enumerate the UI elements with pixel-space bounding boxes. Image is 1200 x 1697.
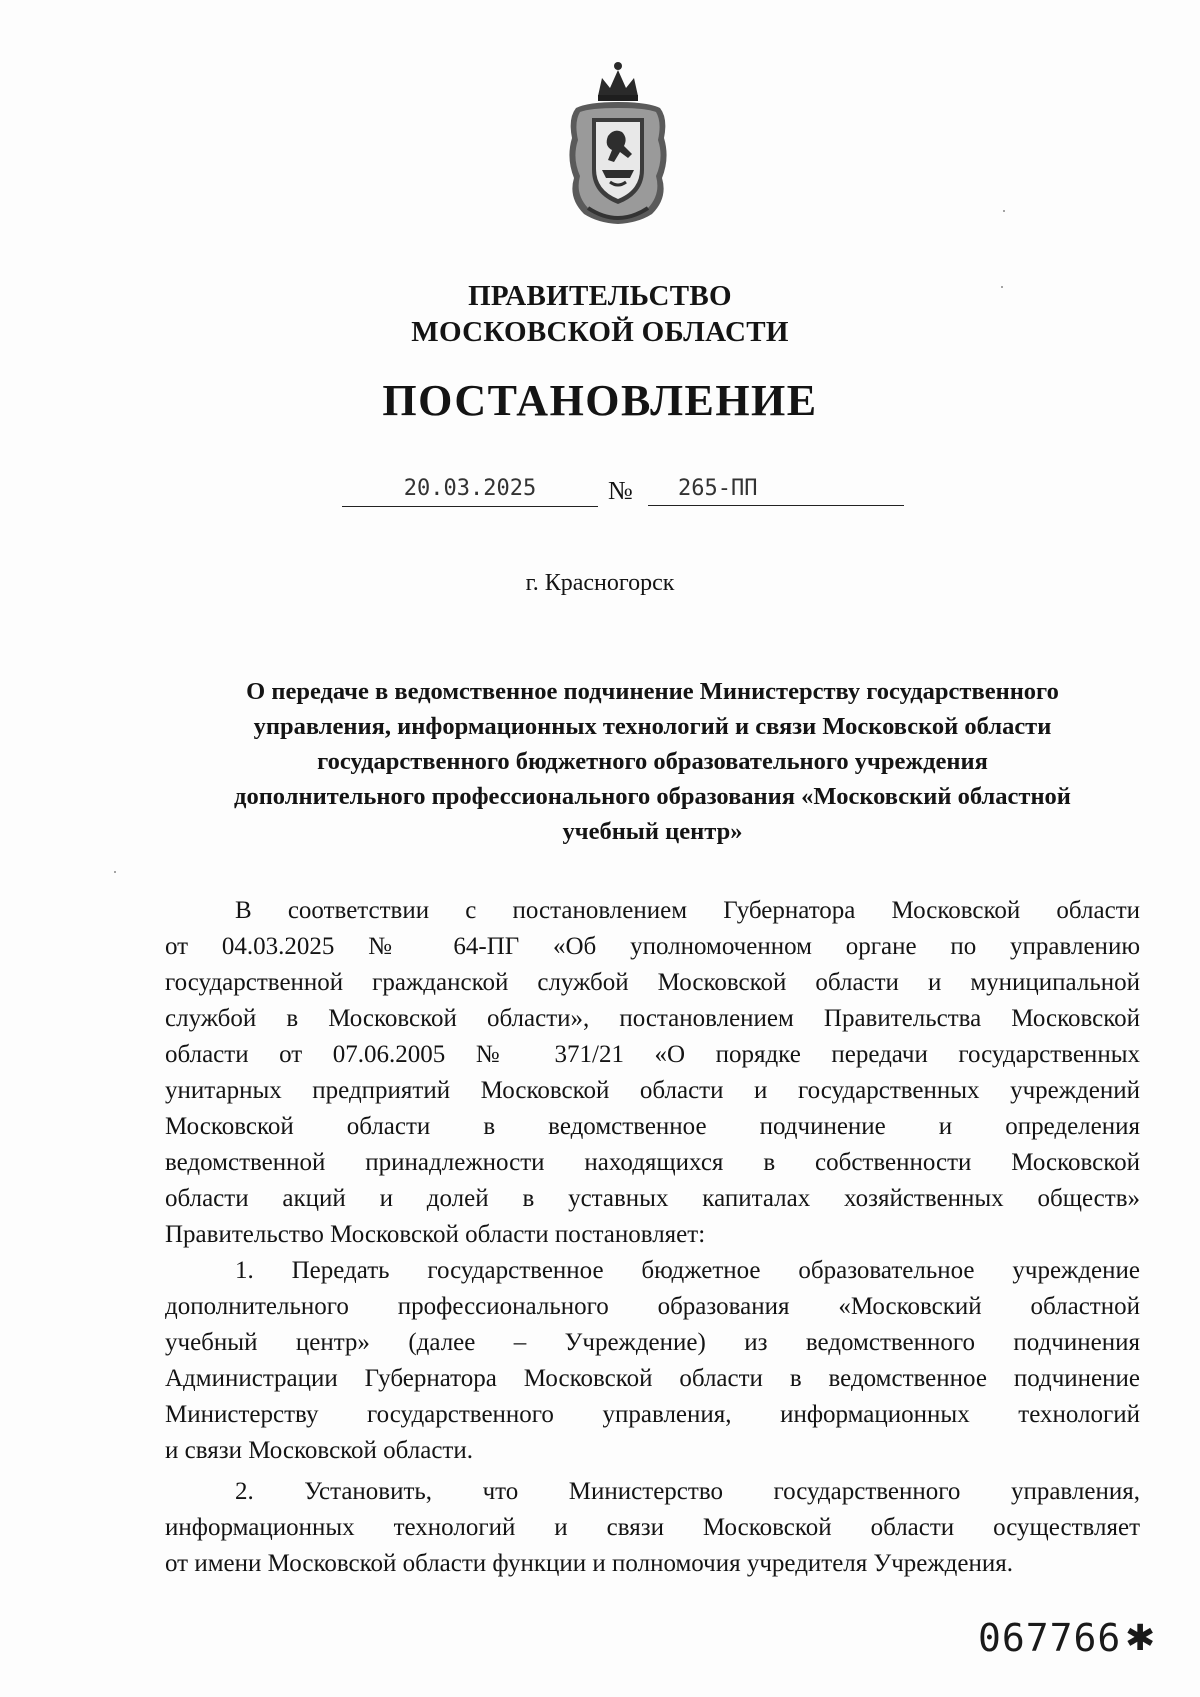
serial-star-icon: ✱: [1125, 1618, 1156, 1659]
body-line: В соответствии с постановлением Губернатора Московской области: [235, 897, 1140, 924]
document-number: 265-ПП: [648, 474, 904, 506]
body-line: Правительство Московской области постановляет:: [165, 1221, 706, 1248]
item-2-paragraph: [165, 1474, 1140, 1582]
item-1-paragraph: [165, 1253, 1140, 1469]
preamble-paragraph: [165, 893, 1140, 1253]
number-sign: №: [608, 476, 633, 505]
body-line: Администрации Губернатора Московской области в ведомственное подчинение: [165, 1365, 1140, 1392]
body-line: области акций и долей в уставных капиталах хозяйственных обществ»: [165, 1185, 1140, 1212]
body-line: от 04.03.2025 № 64-ПГ «Об уполномоченном органе по управлению: [165, 933, 1140, 960]
body-line: ведомственной принадлежности находящихся в собственности Московской: [165, 1149, 1140, 1176]
body-line: 2. Установить, что Министерство государственного управления,: [235, 1478, 1140, 1505]
body-line: службой в Московской области», постановлением Правительства Московской: [165, 1005, 1140, 1032]
body-line: 1. Передать государственное бюджетное образовательное учреждение: [235, 1257, 1140, 1284]
coat-of-arms-emblem: [558, 58, 678, 228]
subject-line: учебный центр»: [562, 818, 743, 845]
serial-number: 067766: [978, 1616, 1122, 1660]
government-name-line2: МОСКОВСКОЙ ОБЛАСТИ: [411, 316, 789, 348]
body-line: от имени Московской области функции и полномочия учредителя Учреждения.: [165, 1550, 1013, 1577]
body-line: области от 07.06.2005 № 371/21 «О порядке передачи государственных: [165, 1041, 1140, 1068]
body-line: унитарных предприятий Московской области и государственных учреждений: [165, 1077, 1140, 1104]
body-line: информационных технологий и связи Московской области осуществляет: [165, 1514, 1140, 1541]
body-line: и связи Московской области.: [165, 1437, 473, 1464]
document-date: 20.03.2025: [342, 474, 598, 507]
scan-speck: [114, 871, 116, 873]
document-city: г. Красногорск: [525, 570, 675, 596]
subject-line: государственного бюджетного образовательного учреждения: [317, 748, 988, 775]
body-line: Московской области в ведомственное подчинение и определения: [165, 1113, 1140, 1140]
subject-line: О передаче в ведомственное подчинение Министерству государственного: [246, 678, 1059, 705]
body-line: дополнительного профессионального образования «Московский областной: [165, 1293, 1140, 1320]
subject-line: дополнительного профессионального образования «Московский областной: [234, 783, 1071, 810]
document-body: [165, 893, 1140, 1582]
document-type-title: ПОСТАНОВЛЕНИЕ: [382, 376, 818, 425]
body-line: учебный центр» (далее – Учреждение) из ведомственного подчинения: [165, 1329, 1140, 1356]
body-line: государственной гражданской службой Московской области и муниципальной: [165, 969, 1140, 996]
scan-speck: [1001, 286, 1003, 288]
body-line: Министерству государственного управления, информационных технологий: [165, 1401, 1140, 1428]
document-subject: [160, 674, 1145, 849]
scan-speck: [1003, 210, 1005, 212]
government-name-line1: ПРАВИТЕЛЬСТВО: [468, 280, 732, 312]
subject-line: управления, информационных технологий и связи Московской области: [253, 713, 1052, 740]
